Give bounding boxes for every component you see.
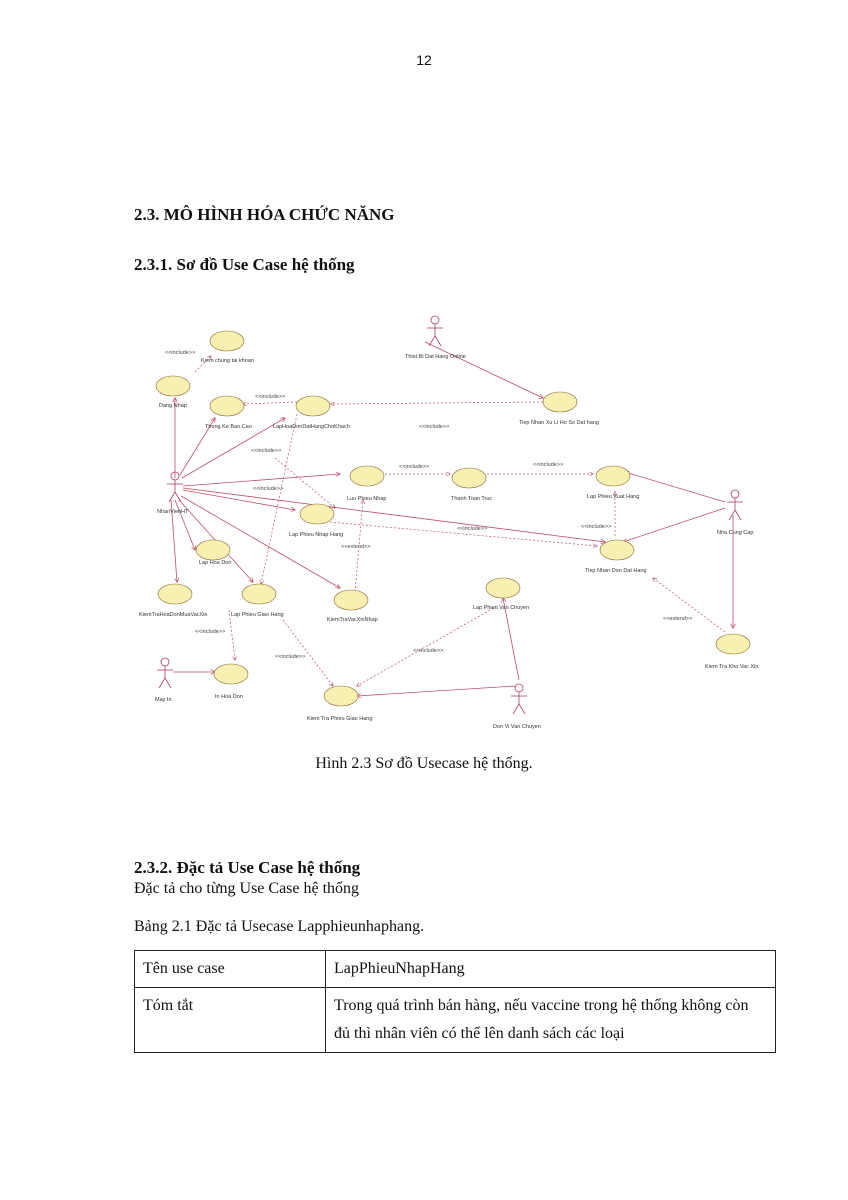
- dependency-line: [331, 402, 543, 404]
- usecase-kiem-tra-vac-xin-nhap: [334, 590, 368, 610]
- usecase-tiep-nhan-don-dat-hang: [600, 540, 634, 560]
- relation-label: <<include>>: [457, 526, 488, 532]
- relation-label: <<include>>: [255, 394, 286, 400]
- table-value-cell: Trong quá trình bán hàng, nếu vaccine trong hệ thống không còn đủ thì nhân viên có thể lên danh sách các loại: [326, 988, 776, 1053]
- usecase-label: Lap Phieu Van Chuyen: [473, 605, 530, 611]
- dependency-line: [653, 578, 725, 632]
- usecase-lap-hoa-don: [196, 540, 230, 560]
- actor-label: Don Vi Van Chuyen: [493, 724, 541, 730]
- actor-nha-cung-cap-icon: [727, 490, 743, 520]
- usecase-label: Lap Phieu Giao Hang: [231, 612, 284, 618]
- relation-label: <<include>>: [251, 448, 282, 454]
- usecase-label: Kiem chung tai khoan: [201, 358, 254, 364]
- association-line: [623, 508, 725, 542]
- subsection-heading-use-case-spec: 2.3.2. Đặc tả Use Case hệ thống: [134, 858, 361, 877]
- usecase-label: Tiep Nhan Xu Li Ho So Dat hang: [519, 420, 599, 426]
- relation-label: <<include>>: [399, 464, 430, 470]
- relation-label: <<include>>: [419, 424, 450, 430]
- relation-label: <<include>>: [275, 654, 306, 660]
- association-line: [183, 474, 340, 486]
- association-line: [625, 472, 725, 502]
- use-case-diagram: [135, 310, 765, 740]
- usecase-kiem-tra-kho-vac-xin: [716, 634, 750, 654]
- usecase-luu-phieu-nhap: [350, 466, 384, 486]
- relation-label: <<include>>: [413, 648, 444, 654]
- usecase-label: KiemTraVacXinNhap: [327, 617, 378, 623]
- usecase-tiep-nhan-xu-ly-ho-so: [543, 392, 577, 412]
- dependency-line: [283, 620, 333, 686]
- relation-label: <<include>>: [533, 462, 564, 468]
- usecase-label: Thong Ke Bao Cao: [205, 424, 252, 430]
- page-number: 12: [416, 52, 432, 68]
- dependency-line: [357, 606, 497, 686]
- table-key-cell: Tên use case: [135, 951, 326, 988]
- relation-label: <<include>>: [581, 524, 612, 530]
- usecase-thanh-toan: [452, 468, 486, 488]
- usecase-kiem-chung-tai-khoan: [210, 331, 244, 351]
- usecase-lap-phieu-nhap-hang: [300, 504, 334, 524]
- usecase-label: Lap Hoa Don: [199, 560, 232, 566]
- actor-label: Nha Cung Cap: [717, 530, 754, 536]
- usecase-kiem-tra-phieu-giao-hang: [324, 686, 358, 706]
- usecase-label: Kiem Tra Phieu Giao Hang: [307, 716, 373, 722]
- relation-label: <<include>>: [165, 350, 196, 356]
- usecase-label: In Hoa Don: [215, 694, 243, 700]
- usecase-label: Lap Phieu Xuat Hang: [587, 494, 640, 500]
- subsection-heading-use-case-diagram: 2.3.1. Sơ đồ Use Case hệ thống: [134, 255, 355, 274]
- section-heading: 2.3. MÔ HÌNH HÓA CHỨC NĂNG: [134, 205, 395, 224]
- dependency-line: [243, 402, 297, 404]
- actor-label: May In: [155, 697, 172, 703]
- table-row: [135, 951, 776, 988]
- table-value-cell: LapPhieuNhapHang: [326, 951, 776, 988]
- table-caption: Bảng 2.1 Đặc tả Usecase Lapphieunhaphang.: [134, 918, 425, 935]
- use-case-spec-table: [134, 950, 776, 1053]
- relation-label: <<include>>: [253, 486, 284, 492]
- usecase-lap-phieu-xuat-hang: [596, 466, 630, 486]
- actor-label: NhanVienHT: [157, 509, 189, 515]
- usecase-label: KiemTraHoaDonMuaVacXin: [139, 612, 208, 618]
- usecase-label: Tiep Nhan Don Dat Hang: [585, 568, 647, 574]
- actor-label: Thiet Bi Dat Hang Online: [405, 354, 466, 360]
- table-key-cell: Tóm tắt: [135, 988, 326, 1053]
- usecase-in-hoa-don: [214, 664, 248, 684]
- figure-caption: Hình 2.3 Sơ đồ Usecase hệ thống.: [315, 755, 533, 772]
- usecase-label: LapHoaDonDatHangChoKhach: [273, 424, 350, 430]
- association-line: [175, 500, 195, 550]
- usecase-thong-ke-bao-cao: [210, 396, 244, 416]
- usecase-lap-hoa-don-dat-hang: [296, 396, 330, 416]
- usecase-dang-nhap: [156, 376, 190, 396]
- usecase-lap-phieu-van-chuyen: [486, 578, 520, 598]
- usecase-lap-phieu-giao-hang: [242, 584, 276, 604]
- usecase-label: Luu Phieu Nhap: [347, 496, 387, 502]
- association-line: [425, 342, 543, 398]
- relation-label: <<extend>>: [663, 616, 693, 622]
- relation-label: <<include>>: [195, 629, 226, 635]
- usecase-label: Thanh Toan Truc: [451, 496, 493, 502]
- usecase-label: Lap Phieu Nhap Hang: [289, 532, 344, 538]
- table-row: [135, 988, 776, 1053]
- usecase-label: Dang Nhap: [159, 403, 187, 409]
- intro-text: Đặc tả cho từng Use Case hệ thống: [134, 880, 360, 897]
- usecase-kiem-tra-hoa-don: [158, 584, 192, 604]
- actor-thiet-bi-icon: [427, 316, 443, 346]
- dependency-line: [275, 458, 335, 508]
- actor-don-vi-van-chuyen-icon: [511, 684, 527, 714]
- usecase-label: Kiem Tra Kho Vac Xin: [705, 664, 759, 670]
- association-line: [357, 686, 515, 696]
- actor-may-in-icon: [157, 658, 173, 688]
- relation-label: <<extend>>: [341, 544, 371, 550]
